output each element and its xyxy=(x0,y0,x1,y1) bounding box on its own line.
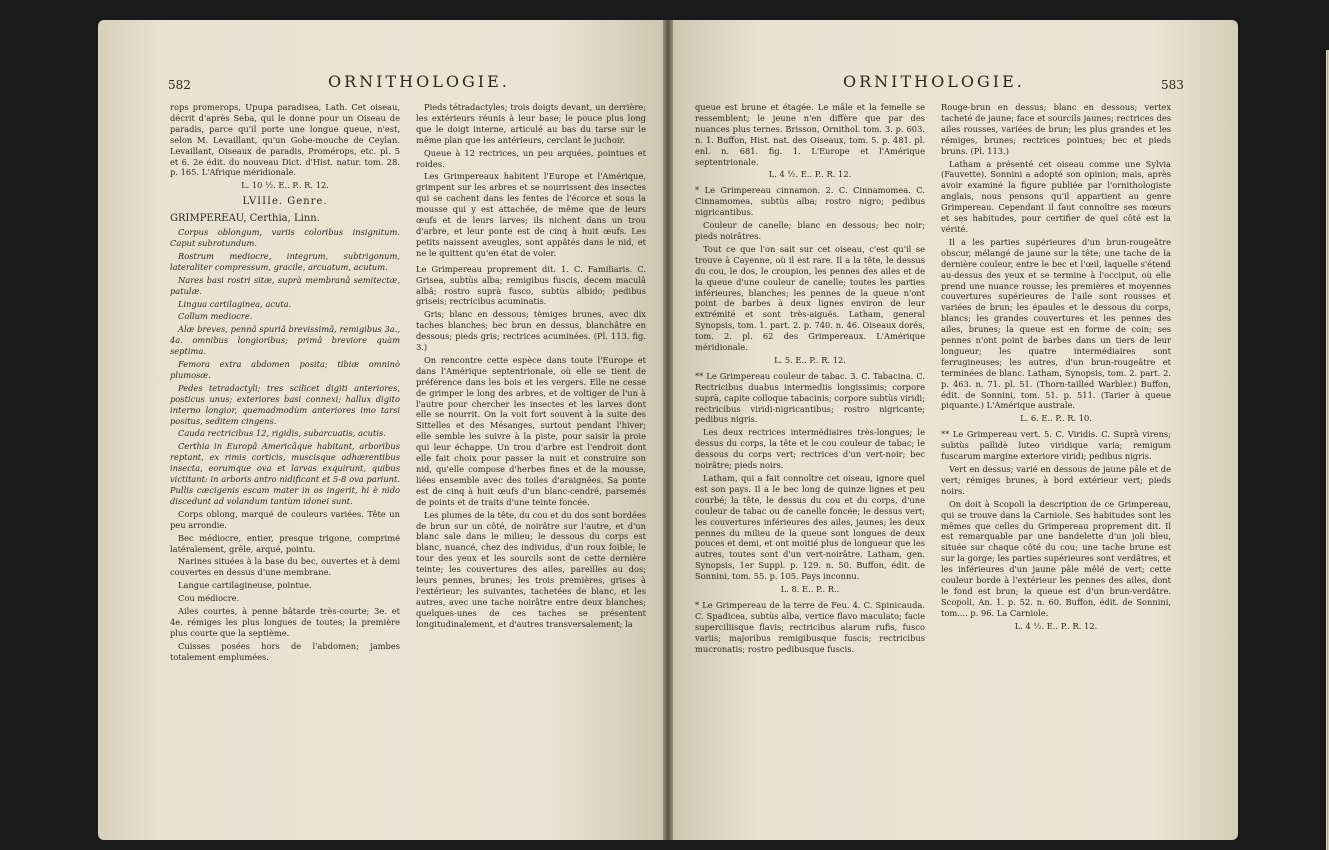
paragraph: L. 4 ½. E.. P.. R. 12. xyxy=(768,169,852,180)
paragraph: Les plumes de la tête, du cou et du dos sont bordées de brun sur un côté, de noirâtre sur l'autre, et d'un blanc sale dans le milieu; le dessous du corps est blanc, nuancé, chez des individus, d'un roux foible; le tour des yeux et les sourcils sont de cette dernière teinte; les couvertures des ailes, pareilles au dos; leurs pennes, brunes; les trois premières, grises à l'extérieur; les suivantes, tachetées de blanc, et les autres, avec une tache noirâtre entre deux blanches; quelques-unes de ces taches se présentent longitudinalement, et d'autres transversalement; la xyxy=(416,509,646,629)
running-head-left: ORNITHOLOGIE. xyxy=(328,72,510,91)
paragraph: Langue cartilagineuse, pointue. xyxy=(178,580,312,591)
right-column-2 xyxy=(941,102,1171,635)
paragraph: Rostrum mediocre, integrum, subtrigonum, lateraliter compressum, gracile, arcuatum, acutum. xyxy=(170,250,400,272)
paragraph: L. 4 ½. E.. P.. R. 12. xyxy=(1014,620,1098,631)
paragraph: Nares basi rostri sitæ, suprà membranâ semitectæ, patulæ. xyxy=(170,274,400,296)
left-column-2 xyxy=(416,102,646,632)
paragraph: L. 8. E.. P.. R.. xyxy=(780,584,840,595)
book-gutter xyxy=(663,20,673,840)
left-column-1 xyxy=(170,102,400,665)
paragraph: Femora extra abdomen posita; tibiæ omninò plumosæ. xyxy=(170,359,400,380)
paragraph: Le Grimpereau proprement dit. 1. C. Familiaris. C. Grisea, subtùs alba; remigibus fuscis, decem maculâ albâ; rostro suprà fusco, subtùs albido; pedibus griseis; rectricibus acuminatis. xyxy=(416,263,646,307)
page-number-left: 582 xyxy=(168,78,191,92)
paragraph: Tout ce que l'on sait sur cet oiseau, c'est qu'il se trouve à Cayenne, où il est rare. Il a la tête, le dessus du cou, le dos, le croupion, les pennes des ailes et de la queue d'une couleur de canelle; toutes les parties inférieures, blanches; les pennes de la queue n'ont point de barbes à deux lignes environ de leur extrémité et sont très-aiguës. Latham, general Synopsis, tom. 1. part. 2. p. 740. n. 46. Oiseaux dorés, tom. 2. pl. 62 des Grimpereaux. L'Amérique méridionale. xyxy=(695,243,925,353)
paragraph: Corpus oblongum, variis coloribus insignitum. Caput subrotundum. xyxy=(170,227,400,248)
paragraph: Latham, qui a fait connoître cet oiseau, ignore quel est son pays. Il a le bec long de quinze lignes et peu courbé; la tête, le dessus du cou et du corps, d'une couleur de tabac ou de canelle foncée; le dessus vert; les couvertures inférieures des ailes, jaunes; les deux pennes du milieu de la queue sont longues de deux pouces et demi, et ont moitié plus de longueur que les autres, toutes sont d'un vert-noirâtre. Latham, gen. Synopsis, 1er Suppl. p. 129. n. 50. Buffon, édit. de Sonnini, tom. 55. p. 105. Pays inconnu. xyxy=(695,473,925,582)
paragraph: Cauda rectricibus 12, rigidis, subarcuatis, acutis. xyxy=(178,428,386,439)
paragraph: ** Le Grimpereau couleur de tabac. 3. C. Tabacina. C. Rectricibus duabus intermediis longissimis; corpore suprà, capite colloque tabacinis; corpore subtùs viridi; rectricibus viridi-nigricantibus; rostro nigricante; pedibus nigris. xyxy=(695,370,925,425)
paragraph: Narines situées à la base du bec, ouvertes et à demi couvertes en dessus d'une membrane. xyxy=(170,556,400,578)
paragraph: Vert en dessus; varié en dessous de jaune pâle et de vert; rémiges brunes, à bord extérieur vert; pieds noirs. xyxy=(941,464,1171,496)
paragraph: * Le Grimpereau cinnamon. 2. C. Cinnamomea. C. Cinnamomea, subtùs alba; rostro nigro; pedibus nigricantibus. xyxy=(695,185,925,218)
paragraph: LVIIIe. Genre. xyxy=(242,196,328,208)
paragraph: Il a les parties supérieures d'un brun-rougeâtre obscur, mélangé de jaune sur la tête; une tache de la dernière couleur, entre le bec et l'œil, laquelle s'étend au-dessus des yeux et se termine à l'occiput, où elle prend une nuance rousse; les premières et moyennes couvertures supérieures de l'aile sont rousses et variées de brun; les épaules et le dessous du corps, blancs; les grandes couvertures et les pennes des ailes, brunes; la queue est en forme de coin; ses pennes n'ont point de barbes dans un tiers de leur longueur; les quatre intermédiaires sont ferrugineuses; les autres, d'un brun-rougeâtre et terminées de blanc. Latham, Synopsis, tom. 2. part. 2. p. 463. n. 71. pl. 51. (Thorn-tailled Warbler.) Buffon, édit. de Sonnini, tom. 51. p. 511. (Tarier à queue piquante.) L'Amérique australe. xyxy=(941,236,1171,411)
paragraph: On doit à Scopoli la description de ce Grimpereau, qui se trouve dans la Carniole. Ses habitudes sont les mêmes que celles du Grimpereau proprement dit. Il est remarquable par une bandelette d'un joli bleu, située sur chaque côté du cou; une tache brune est sur la gorge; les parties supérieures sont verdâtres, et les inférieures d'un jaune pâle mêlé de vert; cette couleur borde à l'extérieur les pennes des ailes, dont le fond est brun; la queue est d'un brun-verdâtre. Scopoli, An. 1. p. 52. n. 60. Buffon, édit. de Sonnini, tom.... p. 96. La Carniole. xyxy=(941,498,1171,618)
open-book xyxy=(98,20,1238,840)
paragraph: Cou médiocre. xyxy=(178,593,240,604)
paragraph: Gris; blanc en dessous; tèmiges brunes, avec dix taches blanches; bec brun en dessus, blanchâtre en dessous; pieds gris; rectrices acuminées. (Pl. 113. fig. 3.) xyxy=(416,309,646,353)
paragraph: L. 10 ½. E.. P.. R. 12. xyxy=(241,180,329,191)
paragraph: Bec médiocre, entier, presque trigone, comprimé latéralement, grêle, arqué, pointu. xyxy=(170,532,400,554)
paragraph: Les deux rectrices intermédiaires très-longues; le dessus du corps, la tête et le cou couleur de tabac; le dessous du corps vert; rectrices d'un vert-noir; bec noirâtre; pieds noirs. xyxy=(695,427,925,471)
right-column-1 xyxy=(695,102,925,657)
paragraph: queue est brune et étagée. Le mâle et la femelle se ressemblent; le jeune n'en diffère que par des nuances plus ternes. Brisson, Ornithol. tom. 3. p. 603. n. 1. Buffon, Hist. nat. des Oiseaux, tom. 5. p. 481. pl. enl. n. 681. fig. 1. L'Europe et l'Amérique septentrionale. xyxy=(695,102,925,167)
page-number-right: 583 xyxy=(1161,78,1184,92)
paragraph: Les Grimpereaux habitent l'Europe et l'Amérique, grimpent sur les arbres et se nourrissent des insectes qui se cachent dans les fentes de l'écorce et sous la mousse qui y est attachée, de même que de leurs œufs et de leurs larves; ils nichent dans un trou d'arbre, et leur ponte est de cinq à huit œufs. Les petits naissent aveugles, sont appâtés dans le nid, et ne le quittent qu'en état de voler. xyxy=(416,171,646,258)
paragraph: Latham a présenté cet oiseau comme une Sylvia (Fauvette). Sonnini a adopté son opinion; mais, après avoir examiné la figure publiée par l'ornithologiste anglais, nous pensons qu'il appartient au genre Grimpereau. Cependant il faut connoître ses mœurs et ses habitudes, pour certifier de quel côté est la vérité. xyxy=(941,158,1171,234)
paragraph: Corps oblong, marqué de couleurs variées. Tête un peu arrondie. xyxy=(170,508,400,530)
paragraph: Pieds tétradactyles; trois doigts devant, un derrière; les extérieurs réunis à leur base; le pouce plus long que le doigt interne, articulé au bas du tarse sur le même plan que les antérieurs, cerclant le juchoir. xyxy=(416,102,646,145)
left-page xyxy=(98,20,663,840)
paragraph: rops promerops, Upupa paradisea, Lath. Cet oiseau, décrit d'après Seba, qui le donne pour un Oiseau de paradis, parce qu'il porte une longue queue, n'est, selon M. Levaillant, qu'un Gobe-mouche de Ceylan. Levaillant, Oiseaux de paradis, Promérops, etc. pl. 5 et 6. 2e édit. du nouveau Dict. d'Hist. natur. tom. 28. p. 165. L'Afrique méridionale. xyxy=(170,102,400,178)
paragraph: L. 6. E.. P.. R. 10. xyxy=(1020,413,1092,424)
paragraph: Couleur de canelle; blanc en dessous; bec noir; pieds noirâtres. xyxy=(695,220,925,241)
paragraph: ** Le Grimpereau vert. 5. C. Viridis. C. Suprà virens; subtùs pallidè luteo viridique varia; remigum fuscarum margine exteriore viridi; pedibus nigris. xyxy=(941,429,1171,462)
paragraph: On rencontre cette espèce dans toute l'Europe et dans l'Amérique septentrionale, où elle se tient de préférence dans les bois et les vergers. Elle ne cesse de grimper le long des arbres, et de voltiger de l'un à l'autre pour chercher les insectes et les larves dont elle se nourrit. On la voit fort souvent à la suite des Sittelles et des Mésanges, surtout pendant l'hiver; elle semble les suivre à la piste, pour saisir la proie qui leur échappe. Un trou d'arbre est l'endroit dont elle fait choix pour passer la nuit et construire son nid, qu'elle compose d'herbes fines et de la mousse, liées ensemble avec des toiles d'araignées. Sa ponte est de cinq à huit œufs d'un blanc-cendré, parsemés de points et de traits d'une teinte foncée. xyxy=(416,354,646,507)
paragraph: Ailes courtes, à penne bâtarde très-courte; 3e. et 4e. rémiges les plus longues de toutes; la première plus courte que la septième. xyxy=(170,606,400,638)
running-head-right: ORNITHOLOGIE. xyxy=(843,72,1025,91)
paragraph: Cuisses posées hors de l'abdomen; jambes totalement emplumées. xyxy=(170,640,400,662)
paragraph: * Le Grimpereau de la terre de Feu. 4. C. Spinicauda. C. Spadicea, subtùs alba, vertice flavo maculato; facie superciliisque flavis; rectricibus alarum rufis, fusco variis; majoribus remigibusque fuscis; rectricibus mucronatis; rostro pedibusque fuscis. xyxy=(695,599,925,654)
paragraph: GRIMPEREAU, Certhia, Linn. xyxy=(170,213,320,225)
paragraph: Collum mediocre. xyxy=(178,311,253,322)
paragraph: Pedes tetradactyli; tres scilicet digiti anteriores, posticus unus; exteriores basi connexi; hallux digito interno longior, quemadmodùm anteriores imo tarsi positus, seditem cingens. xyxy=(170,382,400,426)
paragraph: Alæ breves, pennâ spuriâ brevissimâ, remigibus 3a., 4a. omnibus longioribus; primâ breviore quàm septima. xyxy=(170,324,400,357)
right-page xyxy=(673,20,1238,840)
paragraph: Rouge-brun en dessus; blanc en dessous; vertex tacheté de jaune; face et sourcils jaunes; rectrices des ailes rousses, variées de brun; les plus grandes et les rémiges, brunes; rectrices pointues; bec et pieds bruns. (Pl. 113.) xyxy=(941,102,1171,156)
paragraph: Certhia in Europâ Americâque habitant, arboribus reptant, ex rimis corticis, muscisque adhærentibus insecta, eorumque ova et larvas exquirunt, quibus victitant: in arboris antro nidificant et 5-8 ova pariunt. Pullis cæcigenis escam mater in os ingerit, hi è nido discedunt ad volandum tantùm idonei sunt. xyxy=(170,441,400,506)
paragraph: Lingua cartilaginea, acuta. xyxy=(178,298,292,309)
paragraph: L. 5. E.. P.. R. 12. xyxy=(774,354,846,365)
paragraph: Queue à 12 rectrices, un peu arquées, pointues et roides. xyxy=(416,147,646,169)
